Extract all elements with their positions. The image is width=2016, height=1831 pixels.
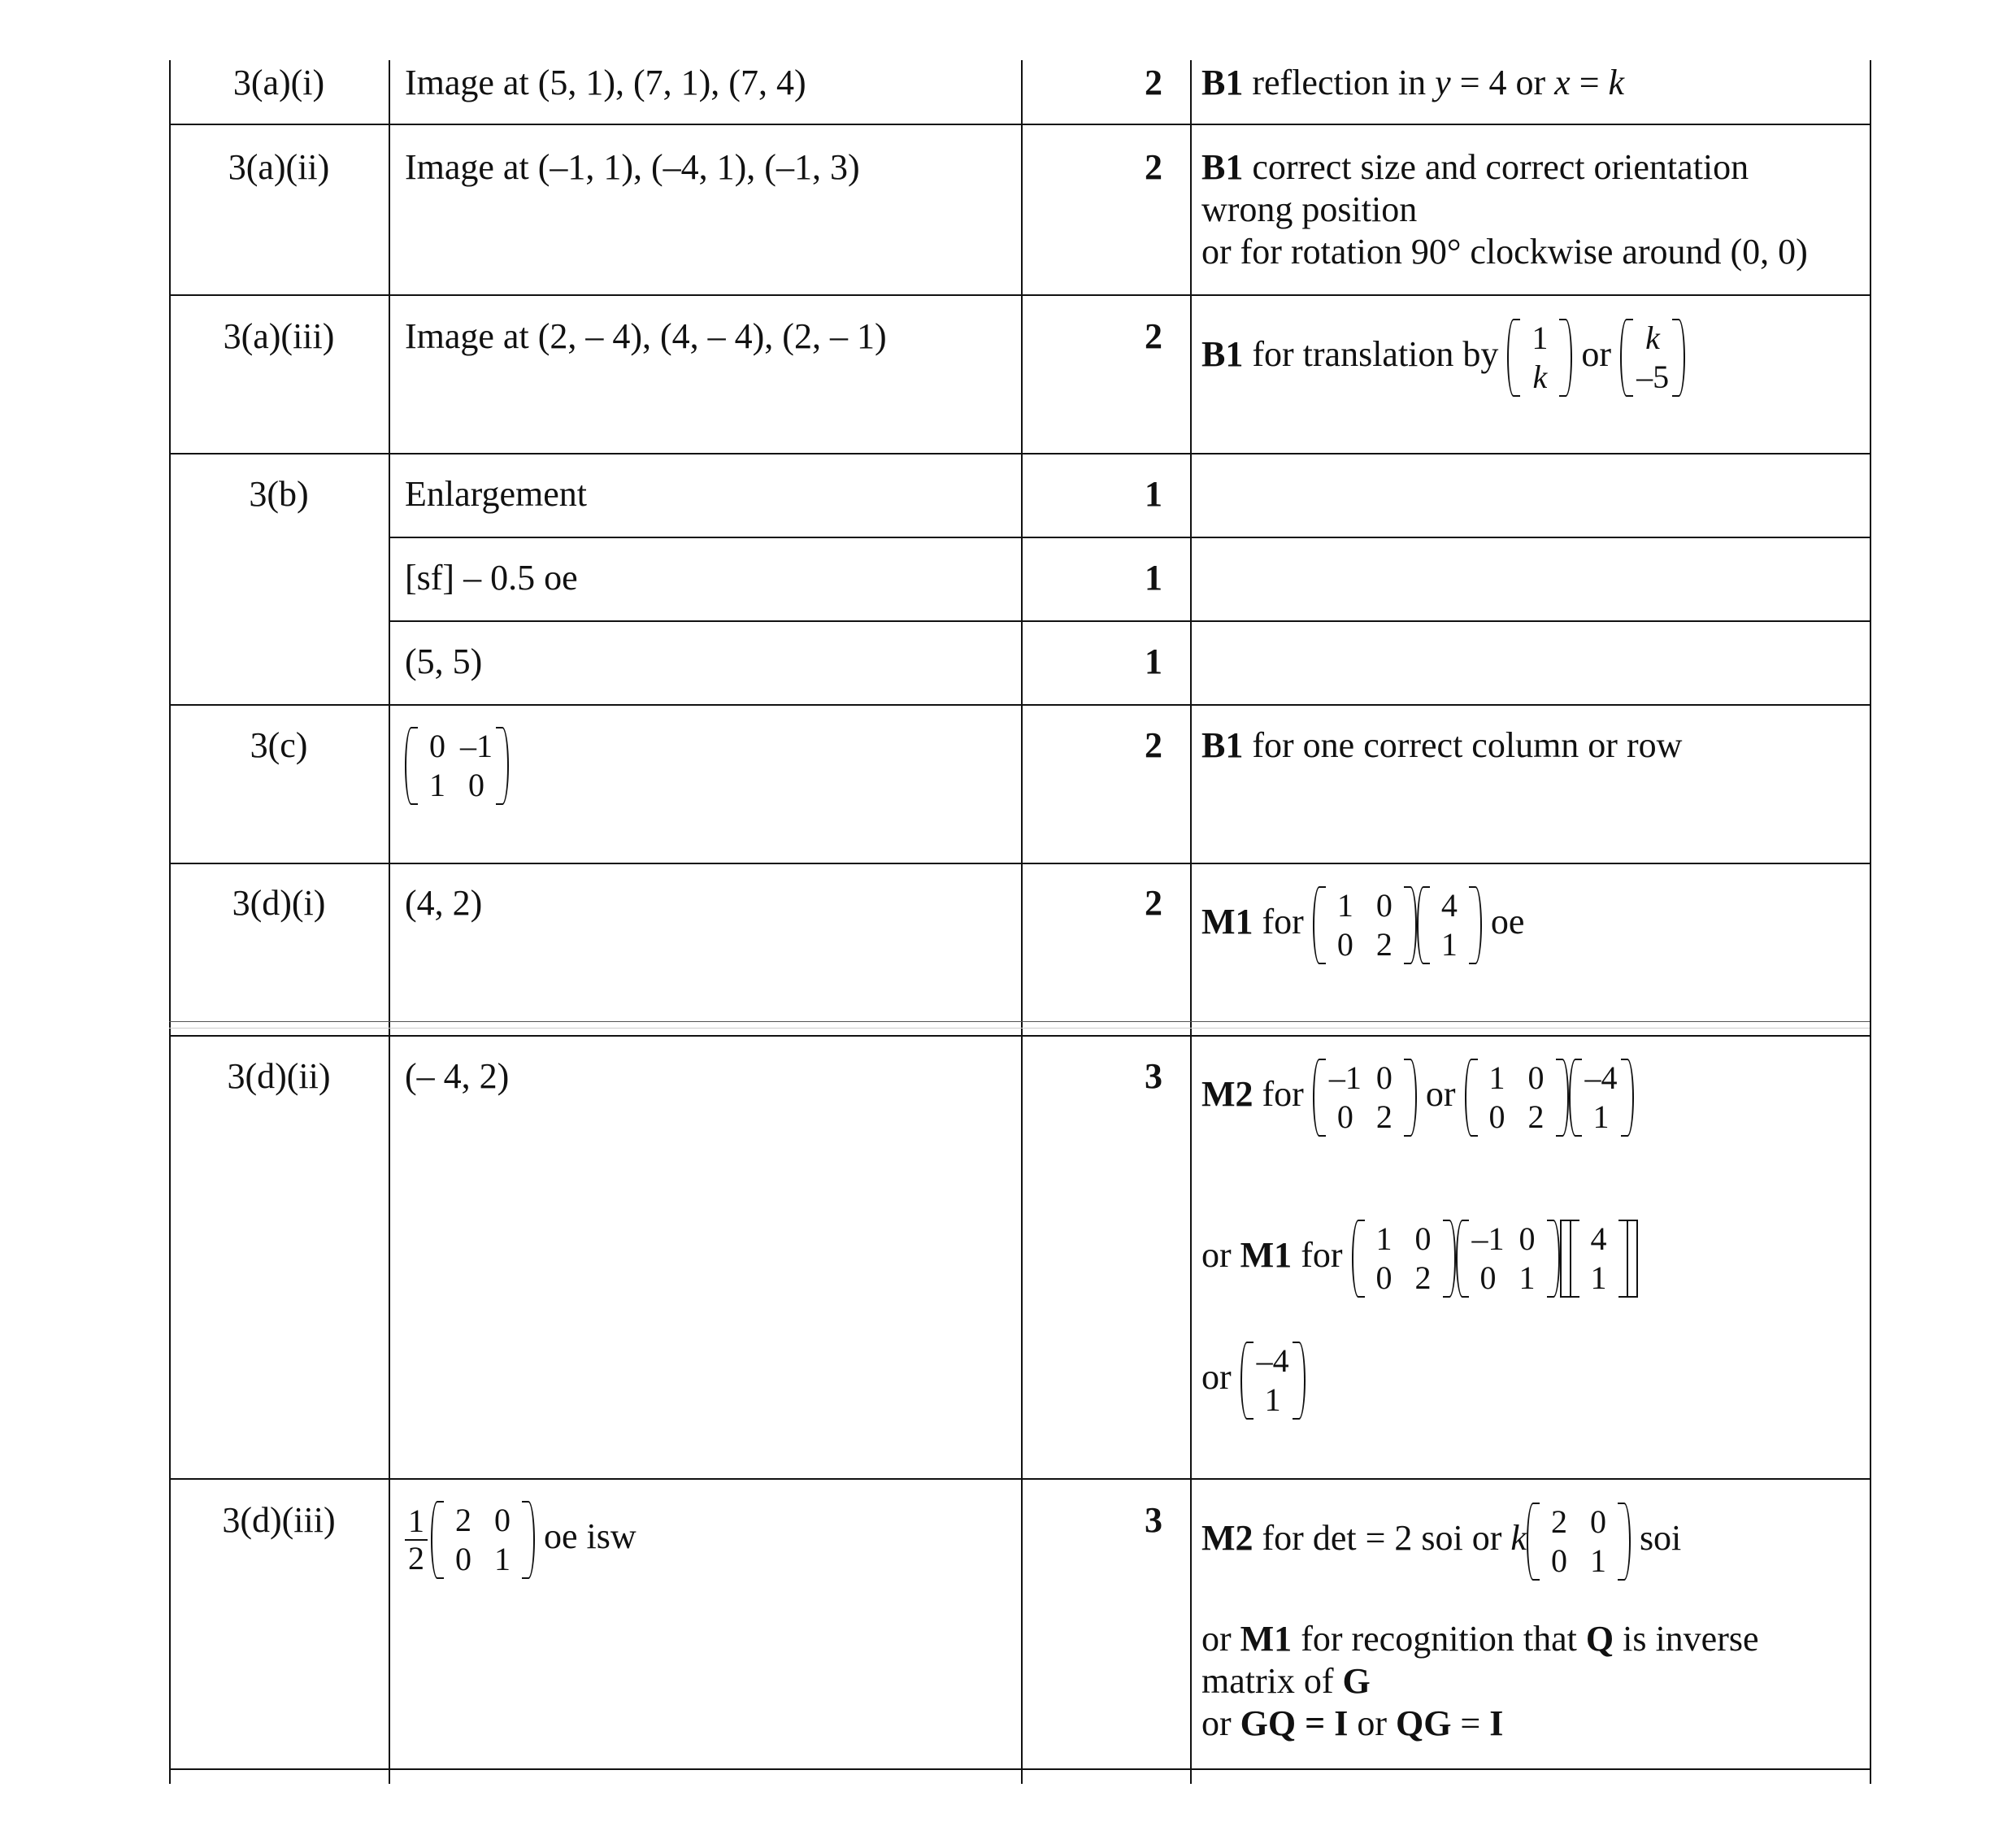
guidance <box>1201 319 1685 397</box>
row-divider <box>169 453 1870 454</box>
row-divider <box>389 537 1870 538</box>
var-y: y <box>1435 63 1451 102</box>
guidance-text: for translation by <box>1252 334 1499 375</box>
or-text: or <box>1581 334 1612 375</box>
row-divider <box>169 124 1870 125</box>
matrix: 1 0 0 2 <box>1352 1220 1456 1298</box>
vector: 4 1 <box>1417 886 1482 964</box>
question-number: 3(d)(ii) <box>227 1056 331 1096</box>
translation-vector: k –5 <box>1620 319 1685 397</box>
row-divider <box>169 863 1870 864</box>
mark-code: M2 <box>1201 1518 1253 1559</box>
matrix: 1 0 0 2 <box>1313 886 1417 964</box>
guidance-text: for <box>1262 1074 1304 1115</box>
guidance-line <box>1201 1342 1306 1420</box>
mark-code: B1 <box>1201 725 1244 765</box>
answer-text: (5, 5) <box>405 642 483 681</box>
answer-matrix: $\frac{1}{2}$ 2 0 0 1 oe isw <box>405 1501 637 1579</box>
col-border-right <box>1870 60 1871 1784</box>
matrix: –1 0 0 2 <box>1313 1059 1417 1137</box>
guidance-text: or <box>1201 1357 1232 1398</box>
guidance-line <box>1201 1059 1634 1137</box>
var-k: k <box>1510 1518 1527 1559</box>
guidance-line: or M1 for recognition that Q is inverse matrix of G or GQ = I or QG = I <box>1201 1619 1759 1743</box>
mark-code: M2 <box>1201 1074 1253 1115</box>
question-number: 3(d)(i) <box>232 883 326 923</box>
guidance-text: oe <box>1490 902 1525 942</box>
question-number: 3(c) <box>250 725 308 765</box>
guidance-text: soi <box>1639 1518 1682 1559</box>
guidance-text: = 4 or <box>1450 63 1555 102</box>
row-divider <box>169 1035 1870 1037</box>
answer-text: Image at (–1, 1), (–4, 1), (–1, 3) <box>405 147 860 187</box>
guidance <box>1201 724 1682 767</box>
marks: 3 <box>1145 1056 1162 1096</box>
row-divider <box>169 1021 1870 1022</box>
matrix: 1 0 0 2 <box>1465 1059 1569 1137</box>
answer-text: Enlargement <box>405 474 587 514</box>
guidance-text: for <box>1301 1235 1343 1276</box>
marks: 1 <box>1145 474 1162 514</box>
question-number: 3(a)(iii) <box>223 316 335 356</box>
guidance-line <box>1201 1503 1681 1581</box>
guidance <box>1201 62 1624 104</box>
marks: 2 <box>1145 147 1162 187</box>
answer-text: (– 4, 2) <box>405 1056 510 1096</box>
question-number: 3(b) <box>249 474 309 514</box>
marks: 1 <box>1145 642 1162 681</box>
row-divider <box>169 1478 1870 1480</box>
vector: –4 1 <box>1569 1059 1634 1137</box>
marks: 2 <box>1145 316 1162 356</box>
marks: 2 <box>1145 63 1162 102</box>
col-border-marks <box>1190 60 1192 1784</box>
row-divider <box>169 704 1870 706</box>
guidance <box>1201 146 1808 273</box>
guidance-text: for <box>1262 902 1304 942</box>
guidance-text: or for rotation 90° clockwise around (0, 0) <box>1201 232 1808 272</box>
fraction: $\frac{1}{2}$ <box>405 1503 428 1577</box>
guidance-line <box>1201 1220 1638 1298</box>
answer-suffix: oe isw <box>544 1516 637 1557</box>
mark-code: B1 <box>1201 147 1244 187</box>
mark-code: B1 <box>1201 63 1244 102</box>
var-x: x <box>1554 63 1571 102</box>
vector: –4 1 <box>1240 1342 1306 1420</box>
row-divider <box>389 620 1870 622</box>
translation-vector: 1 k <box>1507 319 1572 397</box>
guidance-text: for det = 2 soi or <box>1262 1518 1502 1559</box>
matrix: 2 0 0 1 <box>1527 1503 1631 1581</box>
answer-text: [sf] – 0.5 oe <box>405 558 578 598</box>
var-k: k <box>1608 63 1625 102</box>
guidance-text: correct size and correct orientation <box>1252 147 1749 187</box>
answer-text: Image at (2, – 4), (4, – 4), (2, – 1) <box>405 316 887 356</box>
marks: 1 <box>1145 558 1162 598</box>
question-number: 3(d)(iii) <box>222 1500 336 1540</box>
mark-code: M1 <box>1201 902 1253 942</box>
or-text: or <box>1425 1074 1456 1115</box>
guidance-text: reflection in <box>1252 63 1436 102</box>
row-divider <box>169 294 1870 296</box>
guidance-text: or <box>1201 1235 1232 1276</box>
answer-text: Image at (5, 1), (7, 1), (7, 4) <box>405 63 806 102</box>
answer-matrix: 0 1 –1 0 <box>405 727 509 805</box>
bracket-group: –1 0 0 1 <box>1456 1220 1560 1298</box>
col-border-question <box>389 60 390 1784</box>
answer-text: (4, 2) <box>405 883 483 923</box>
question-number: 3(a)(ii) <box>228 147 330 187</box>
col-border-answer <box>1021 60 1023 1784</box>
marks: 3 <box>1145 1500 1162 1540</box>
mark-code: B1 <box>1201 334 1244 375</box>
marks: 2 <box>1145 883 1162 923</box>
row-divider <box>169 1768 1870 1770</box>
row-divider <box>169 1028 1870 1029</box>
mark-code: M1 <box>1240 1235 1293 1276</box>
question-number: 3(a)(i) <box>232 63 325 102</box>
guidance <box>1201 886 1524 964</box>
guidance-text: = <box>1570 63 1609 102</box>
bracket-group: 4 1 <box>1560 1220 1638 1298</box>
marks: 2 <box>1145 725 1162 765</box>
guidance-text: for one correct column or row <box>1252 725 1683 765</box>
guidance-text: wrong position <box>1201 189 1418 229</box>
